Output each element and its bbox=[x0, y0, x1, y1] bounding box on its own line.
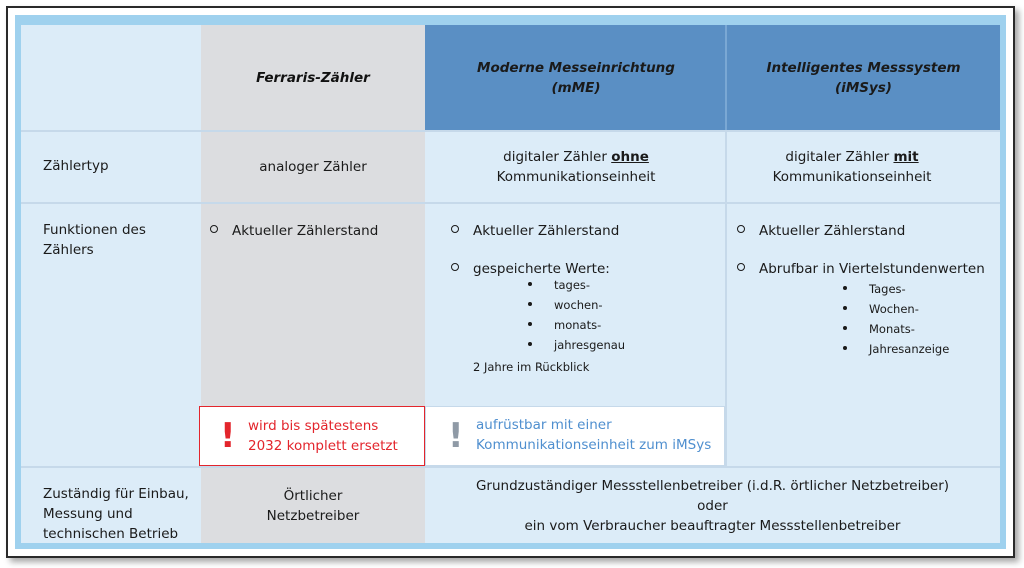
list-item bbox=[528, 335, 625, 355]
mme-typ-bold: ohne bbox=[611, 149, 649, 165]
zustaendig-label-line1: Zuständig für Einbau, bbox=[43, 486, 189, 502]
exclamation-icon: ! bbox=[448, 416, 464, 456]
header-ferraris-label: Ferraris-Zähler bbox=[256, 69, 370, 86]
list-item bbox=[843, 319, 949, 339]
bullet-dot-icon bbox=[528, 322, 532, 326]
list-item bbox=[528, 315, 625, 335]
header-divider bbox=[725, 25, 727, 130]
circle-bullet-icon bbox=[737, 225, 745, 233]
bullet-dot-icon bbox=[528, 302, 532, 306]
bullet-dot-icon bbox=[528, 282, 532, 286]
replacement-warning-text bbox=[248, 416, 398, 456]
imsys-period-list bbox=[843, 279, 949, 359]
header-mme-line2: (mME) bbox=[551, 79, 601, 96]
merged-zustaendig-line1: Grundzuständiger Messstellenbetreiber (i.d.R. örtlicher Netzbetreiber) bbox=[475, 477, 950, 494]
table-frame bbox=[6, 6, 1015, 558]
imsys-function-item-1 bbox=[737, 221, 905, 241]
upgrade-info-box bbox=[425, 406, 725, 466]
cell-ferraris-zustaendig bbox=[201, 468, 425, 543]
funktionen-label-line2: Zählers bbox=[43, 242, 94, 258]
bullet-dot-icon bbox=[528, 342, 532, 346]
imsys-function-text-1: Aktueller Zählerstand bbox=[759, 223, 906, 239]
imsys-period-label: Wochen- bbox=[869, 302, 919, 316]
imsys-function-text-2: Abrufbar in Viertelstundenwerten bbox=[759, 261, 985, 277]
list-item bbox=[528, 275, 625, 295]
imsys-function-item-2 bbox=[737, 259, 985, 279]
imsys-period-label: Jahresanzeige bbox=[869, 342, 950, 356]
imsys-period-label: Tages- bbox=[869, 282, 906, 296]
list-item bbox=[843, 299, 949, 319]
ferraris-function-item bbox=[210, 221, 378, 241]
cell-imsys-typ bbox=[727, 132, 977, 202]
list-item bbox=[843, 339, 949, 359]
funktionen-label-line1: Funktionen des bbox=[43, 222, 146, 238]
imsys-typ-line2: Kommunikationseinheit bbox=[772, 169, 932, 185]
cell-merged-zustaendig bbox=[425, 468, 1000, 543]
mme-typ-line2: Kommunikationseinheit bbox=[496, 169, 656, 185]
header-imsys bbox=[727, 25, 1000, 130]
upgrade-info-text bbox=[476, 415, 711, 455]
header-mme-line1: Moderne Messeinrichtung bbox=[477, 59, 675, 76]
list-item bbox=[843, 279, 949, 299]
mme-function-text-2: gespeicherte Werte: bbox=[473, 261, 610, 277]
mme-period-label: jahresgenau bbox=[554, 338, 626, 352]
bullet-dot-icon bbox=[843, 286, 847, 290]
imsys-typ-pre: digitaler Zähler bbox=[785, 149, 894, 165]
circle-bullet-icon bbox=[210, 225, 218, 233]
circle-bullet-icon bbox=[451, 225, 459, 233]
imsys-typ-bold: mit bbox=[893, 149, 919, 165]
mme-period-list bbox=[528, 275, 625, 355]
row-label-funktionen bbox=[43, 220, 146, 260]
circle-bullet-icon bbox=[451, 263, 459, 271]
upgrade-info-line1: aufrüstbar mit einer bbox=[476, 417, 612, 433]
mme-typ-line1 bbox=[503, 147, 649, 167]
cell-ferraris-typ bbox=[201, 132, 425, 202]
replacement-warning-box bbox=[199, 406, 425, 466]
mme-typ-pre: digitaler Zähler bbox=[503, 149, 612, 165]
cell-mme-typ bbox=[425, 132, 727, 202]
ferraris-zustaendig-line1: Örtlicher bbox=[283, 487, 343, 504]
header-imsys-line1: Intelligentes Messsystem bbox=[766, 59, 961, 76]
imsys-typ-line1 bbox=[785, 147, 918, 167]
list-item bbox=[528, 295, 625, 315]
row-divider bbox=[21, 202, 1000, 204]
mme-period-label: tages- bbox=[554, 278, 591, 292]
replacement-warning-line2: 2032 komplett ersetzt bbox=[248, 438, 398, 454]
mme-period-label: wochen- bbox=[554, 298, 603, 312]
ferraris-zustaendig-line2: Netzbetreiber bbox=[266, 507, 360, 524]
exclamation-icon: ! bbox=[220, 416, 236, 456]
replacement-warning-line1: wird bis spätestens bbox=[248, 418, 379, 434]
upgrade-info-line2: Kommunikationseinheit zum iMSys bbox=[476, 437, 712, 453]
header-ferraris bbox=[201, 25, 425, 130]
mme-period-label: monats- bbox=[554, 318, 602, 332]
header-imsys-line2: (iMSys) bbox=[835, 79, 892, 96]
bullet-dot-icon bbox=[843, 326, 847, 330]
mme-history-note: 2 Jahre im Rückblick bbox=[473, 360, 590, 374]
row-label-zustaendig bbox=[43, 484, 189, 544]
bullet-dot-icon bbox=[843, 306, 847, 310]
ferraris-typ-text: analoger Zähler bbox=[259, 159, 367, 175]
ferraris-function-text: Aktueller Zählerstand bbox=[232, 223, 379, 239]
circle-bullet-icon bbox=[737, 263, 745, 271]
imsys-period-label: Monats- bbox=[869, 322, 915, 336]
comparison-table bbox=[15, 15, 1006, 549]
zustaendig-label-line2: Messung und bbox=[43, 506, 133, 522]
merged-zustaendig-line3: ein vom Verbraucher beauftragter Messstellenbetreiber bbox=[524, 517, 901, 534]
mme-function-item-1 bbox=[451, 221, 619, 241]
bullet-dot-icon bbox=[843, 346, 847, 350]
zustaendig-label-line3: technischen Betrieb bbox=[43, 526, 179, 542]
mme-function-text-1: Aktueller Zählerstand bbox=[473, 223, 620, 239]
row-label-zaehlertyp: Zählertyp bbox=[43, 158, 109, 174]
merged-zustaendig-line2: oder bbox=[697, 497, 728, 514]
header-mme bbox=[425, 25, 727, 130]
